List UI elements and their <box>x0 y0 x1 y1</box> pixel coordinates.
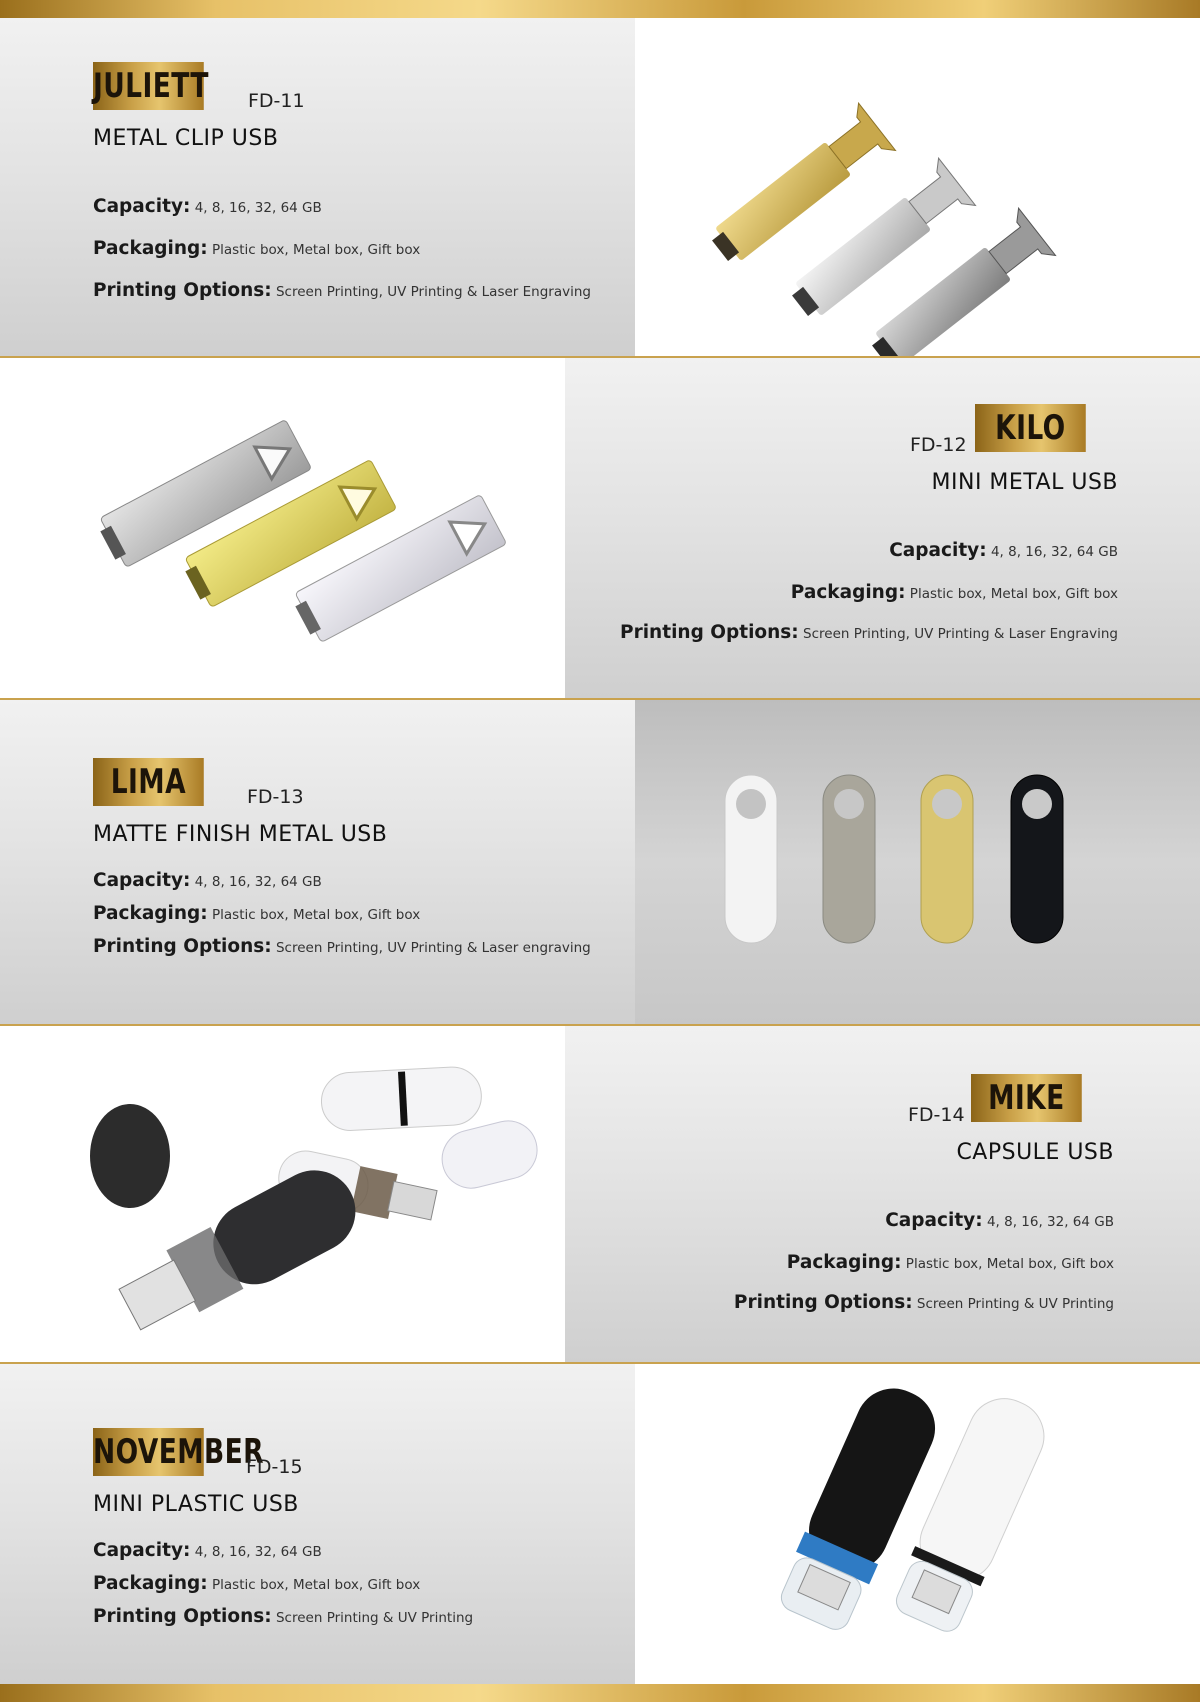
product-title: CAPSULE USB <box>956 1140 1114 1165</box>
packaging-value: Plastic box, Metal box, Gift box <box>905 1256 1114 1272</box>
capacity-label: Capacity: <box>885 1210 983 1231</box>
spec-capacity <box>93 1540 322 1561</box>
product-title: MATTE FINISH METAL USB <box>93 822 388 847</box>
product-name-badge: KILO <box>975 404 1086 452</box>
spec-packaging <box>93 903 420 924</box>
info-panel <box>0 1364 635 1684</box>
printing-value: Screen Printing, UV Printing & Laser Engraving <box>275 284 591 300</box>
usb-white <box>725 775 777 943</box>
product-title: MINI PLASTIC USB <box>93 1492 299 1517</box>
spec-packaging <box>93 238 420 259</box>
product-name-badge: LIMA <box>93 758 204 806</box>
product-code: FD-12 <box>910 434 967 456</box>
printing-label: Printing Options: <box>93 280 272 301</box>
capacity-label: Capacity: <box>93 870 191 891</box>
spec-printing <box>93 1606 473 1627</box>
spec-capacity <box>889 540 1118 561</box>
product-photo-mini-metal-usb <box>0 358 565 698</box>
spec-packaging <box>93 1573 420 1594</box>
capacity-label: Capacity: <box>93 1540 191 1561</box>
product-photo-metal-clip-usb <box>635 18 1200 356</box>
capacity-value: 4, 8, 16, 32, 64 GB <box>986 1214 1114 1230</box>
packaging-label: Packaging: <box>790 582 906 603</box>
info-panel <box>565 358 1200 698</box>
top-gold-bar <box>0 0 1200 18</box>
packaging-label: Packaging: <box>93 238 208 259</box>
product-code: FD-14 <box>908 1104 965 1126</box>
bottom-gold-bar <box>0 1684 1200 1702</box>
spec-capacity <box>93 196 322 217</box>
spec-packaging <box>787 1252 1114 1273</box>
spec-capacity <box>885 1210 1114 1231</box>
product-photo-matte-finish-metal-usb <box>635 700 1200 1024</box>
product-code: FD-11 <box>248 90 305 112</box>
spec-printing <box>93 280 591 301</box>
capacity-value: 4, 8, 16, 32, 64 GB <box>990 544 1118 560</box>
product-section-fd-11 <box>0 18 1200 358</box>
packaging-label: Packaging: <box>93 903 208 924</box>
product-name-badge: JULIETT <box>93 62 204 110</box>
printing-value: Screen Printing & UV Printing <box>275 1610 474 1626</box>
product-code: FD-13 <box>247 786 304 808</box>
packaging-value: Plastic box, Metal box, Gift box <box>909 586 1118 602</box>
printing-label: Printing Options: <box>93 1606 272 1627</box>
product-section-fd-13 <box>0 700 1200 1026</box>
printing-value: Screen Printing & UV Printing <box>916 1296 1114 1312</box>
product-title: MINI METAL USB <box>931 470 1118 495</box>
printing-label: Printing Options: <box>93 936 272 957</box>
product-name-badge: MIKE <box>971 1074 1082 1122</box>
product-photo-mini-plastic-usb <box>635 1364 1200 1684</box>
spec-packaging <box>791 582 1118 603</box>
capacity-label: Capacity: <box>93 196 191 217</box>
capacity-label: Capacity: <box>889 540 987 561</box>
product-code: FD-15 <box>246 1456 303 1478</box>
packaging-value: Plastic box, Metal box, Gift box <box>212 1577 421 1593</box>
spec-capacity <box>93 870 322 891</box>
spec-printing <box>620 622 1118 643</box>
packaging-value: Plastic box, Metal box, Gift box <box>212 242 421 258</box>
capacity-value: 4, 8, 16, 32, 64 GB <box>194 874 322 890</box>
spec-printing <box>734 1292 1114 1313</box>
product-title: METAL CLIP USB <box>93 126 279 151</box>
capacity-value: 4, 8, 16, 32, 64 GB <box>194 200 322 216</box>
product-section-fd-15 <box>0 1364 1200 1684</box>
product-name-badge: NOVEMBER <box>93 1428 204 1476</box>
packaging-label: Packaging: <box>786 1252 902 1273</box>
product-photo-capsule-usb <box>0 1026 565 1362</box>
printing-label: Printing Options: <box>620 622 799 643</box>
packaging-value: Plastic box, Metal box, Gift box <box>212 907 421 923</box>
info-panel <box>0 700 635 1024</box>
printing-value: Screen Printing, UV Printing & Laser engraving <box>275 940 591 956</box>
product-section-fd-12 <box>0 358 1200 700</box>
printing-label: Printing Options: <box>733 1292 913 1313</box>
capacity-value: 4, 8, 16, 32, 64 GB <box>194 1544 322 1560</box>
packaging-label: Packaging: <box>93 1573 208 1594</box>
printing-value: Screen Printing, UV Printing & Laser Engraving <box>803 626 1118 642</box>
product-section-fd-14 <box>0 1026 1200 1364</box>
spec-printing <box>93 936 591 957</box>
